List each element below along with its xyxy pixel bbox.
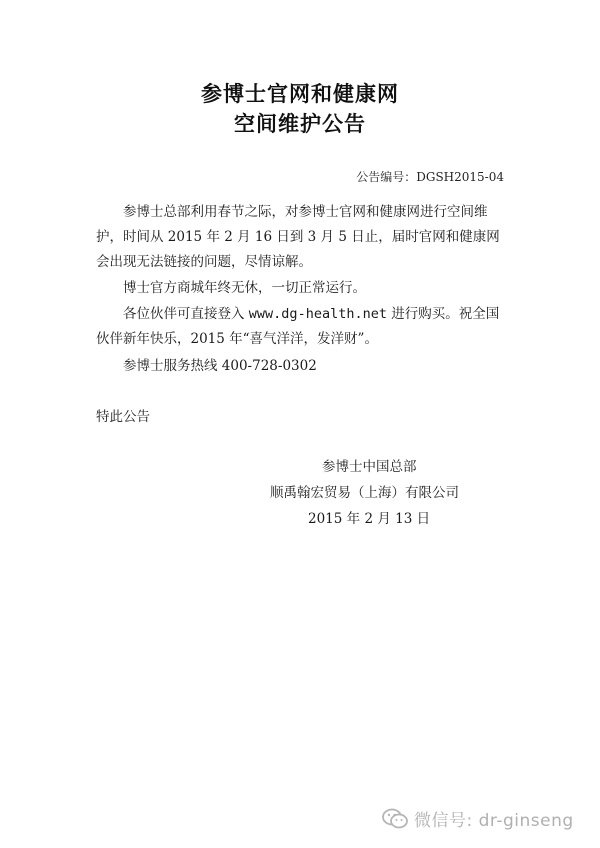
signoff: 特此公告 [96,409,150,425]
watermark-text: 微信号: dr-ginseng [414,811,574,831]
signature-org-1: 参博士中国总部 [322,459,417,475]
watermark [382,806,574,831]
website-link[interactable]: www.dg-health.net [248,306,387,322]
paragraph-maintenance: 参博士总部利用春节之际，对参博士官网和健康网进行空间维护，时间从 2015 年 2 月 16 日到 3 月 5 日止，届时官网和健康网会出现无法链接的问题，尽情谅解。 [96,204,500,270]
paragraph-hotline: 参博士服务热线 400-728-0302 [123,358,317,374]
notice-number: 公告编号：DGSH2015-04 [356,170,504,184]
document-title-line-2: 空间维护公告 [234,112,366,136]
document-title-line-1: 参博士官网和健康网 [201,82,399,106]
paragraph-purchase [96,302,508,352]
purchase-text-before: 各位伙伴可直接登入 [123,306,249,322]
signature-date: 2015 年 2 月 13 日 [308,511,431,527]
paragraph-store-open: 博士官方商城年终无休，一切正常运行。 [123,280,366,296]
wechat-icon [382,808,408,830]
purchase-text-after: 进行购买。祝全国伙伴新年快乐，2015 年“喜气洋洋，发洋财”。 [96,306,500,347]
signature-org-2: 顺禹翰宏贸易（上海）有限公司 [270,485,459,501]
